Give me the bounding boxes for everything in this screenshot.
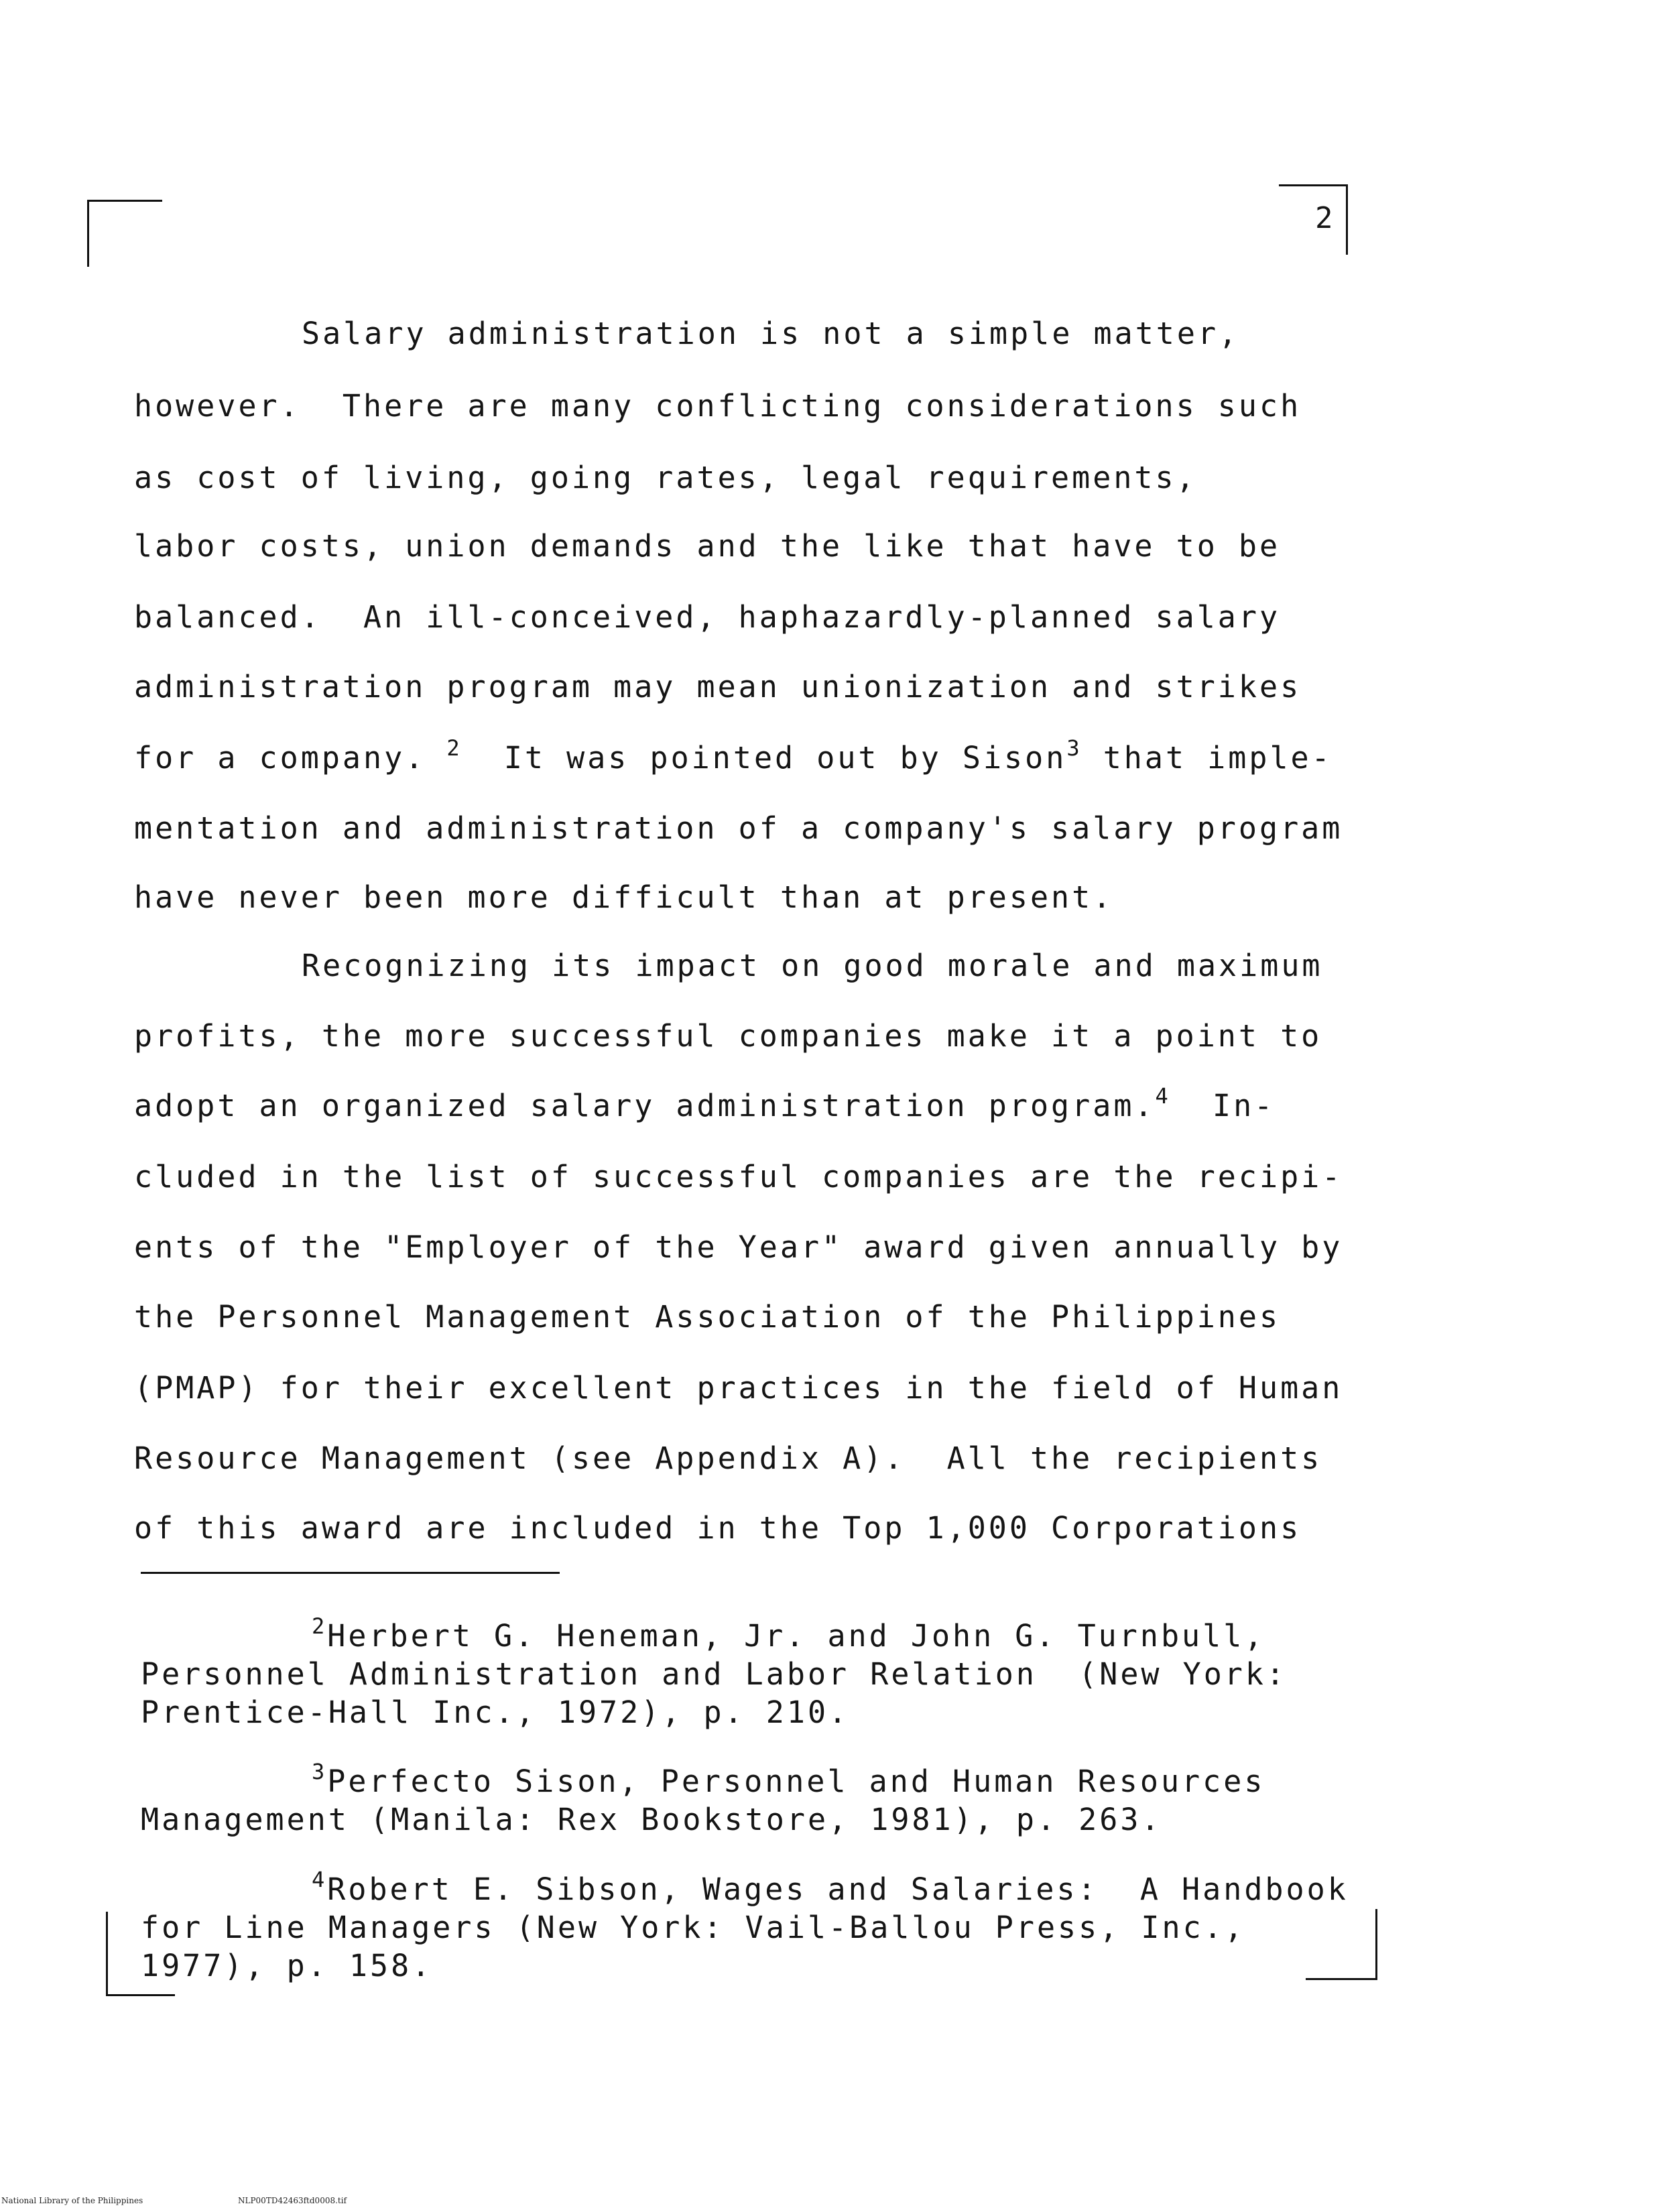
footnote-ref: 4: [1155, 1083, 1171, 1109]
footer-source: National Library of the Philippines: [1, 2196, 143, 2205]
footnote-ref: 2: [446, 735, 462, 761]
body-line: of this award are included in the Top 1,000 Corporations: [134, 1510, 1302, 1546]
footnote-separator: [141, 1572, 560, 1574]
footnote-number: 3: [312, 1758, 328, 1784]
body-line: the Personnel Management Association of the Philippines: [134, 1299, 1281, 1335]
body-line: Resource Management (see Appendix A). All the recipients: [134, 1440, 1322, 1476]
footnote-ref: 3: [1066, 735, 1082, 761]
body-text: that imple-: [1103, 740, 1333, 776]
body-line: profits, the more successful companies make it a point to: [134, 1018, 1322, 1054]
body-text: adopt an organized salary administration program.: [134, 1088, 1156, 1123]
footnote-line: for Line Managers (New York: Vail-Ballou Press, Inc.,: [141, 1910, 1245, 1945]
body-line: cluded in the list of successful companies are the recipi-: [134, 1159, 1343, 1194]
footnote-number: 2: [312, 1613, 328, 1639]
body-line: [134, 1083, 1555, 1123]
crop-mark-bottom-left: [106, 1912, 108, 1995]
body-line: Salary administration is not a simple matter,: [302, 316, 1240, 351]
body-text: for a company.: [134, 740, 426, 776]
body-line: (PMAP) for their excellent practices in the field of Human: [134, 1370, 1343, 1406]
crop-mark-bottom-left: [106, 1994, 175, 1996]
crop-mark-top-left: [87, 200, 89, 267]
crop-mark-top-right: [1279, 184, 1347, 186]
body-line: as cost of living, going rates, legal requirements,: [134, 460, 1197, 495]
body-line: administration program may mean unionization and strikes: [134, 669, 1302, 704]
footnote-line: [312, 1866, 1673, 1907]
body-line: ents of the "Employer of the Year" award given annually by: [134, 1229, 1343, 1265]
body-text: It was pointed out by Sison: [503, 740, 1067, 776]
body-line: mentation and administration of a company's salary program: [134, 810, 1343, 846]
body-line: balanced. An ill-conceived, haphazardly-planned salary: [134, 599, 1281, 635]
page-number: 2: [1315, 201, 1335, 235]
crop-mark-top-left: [87, 200, 162, 202]
footer-filename: NLP00TD42463ftd0008.tif: [238, 2196, 347, 2205]
footnote-line: [312, 1758, 1673, 1799]
footnote-text: Robert E. Sibson, Wages and Salaries: A Handbook: [327, 1871, 1349, 1907]
body-line: have never been more difficult than at present.: [134, 879, 1114, 915]
footnote-line: 1977), p. 158.: [141, 1948, 433, 1983]
footnote-line: Prentice-Hall Inc., 1972), p. 210.: [141, 1695, 850, 1730]
body-line: labor costs, union demands and the like that have to be: [134, 528, 1281, 564]
footnote-text: Herbert G. Heneman, Jr. and John G. Turnbull,: [327, 1618, 1265, 1654]
footnote-line: Management (Manila: Rex Bookstore, 1981), p. 263.: [141, 1802, 1162, 1837]
body-line: [134, 735, 1555, 776]
body-line: however. There are many conflicting considerations such: [134, 388, 1302, 424]
crop-mark-top-right: [1346, 184, 1348, 255]
footnote-line: [312, 1613, 1673, 1654]
body-text: In-: [1212, 1088, 1276, 1123]
body-line: Recognizing its impact on good morale and maximum: [302, 948, 1323, 983]
footnote-line: Personnel Administration and Labor Relation (New York:: [141, 1656, 1288, 1692]
footnote-number: 4: [312, 1866, 328, 1892]
footnote-text: Perfecto Sison, Personnel and Human Resources: [327, 1764, 1265, 1799]
